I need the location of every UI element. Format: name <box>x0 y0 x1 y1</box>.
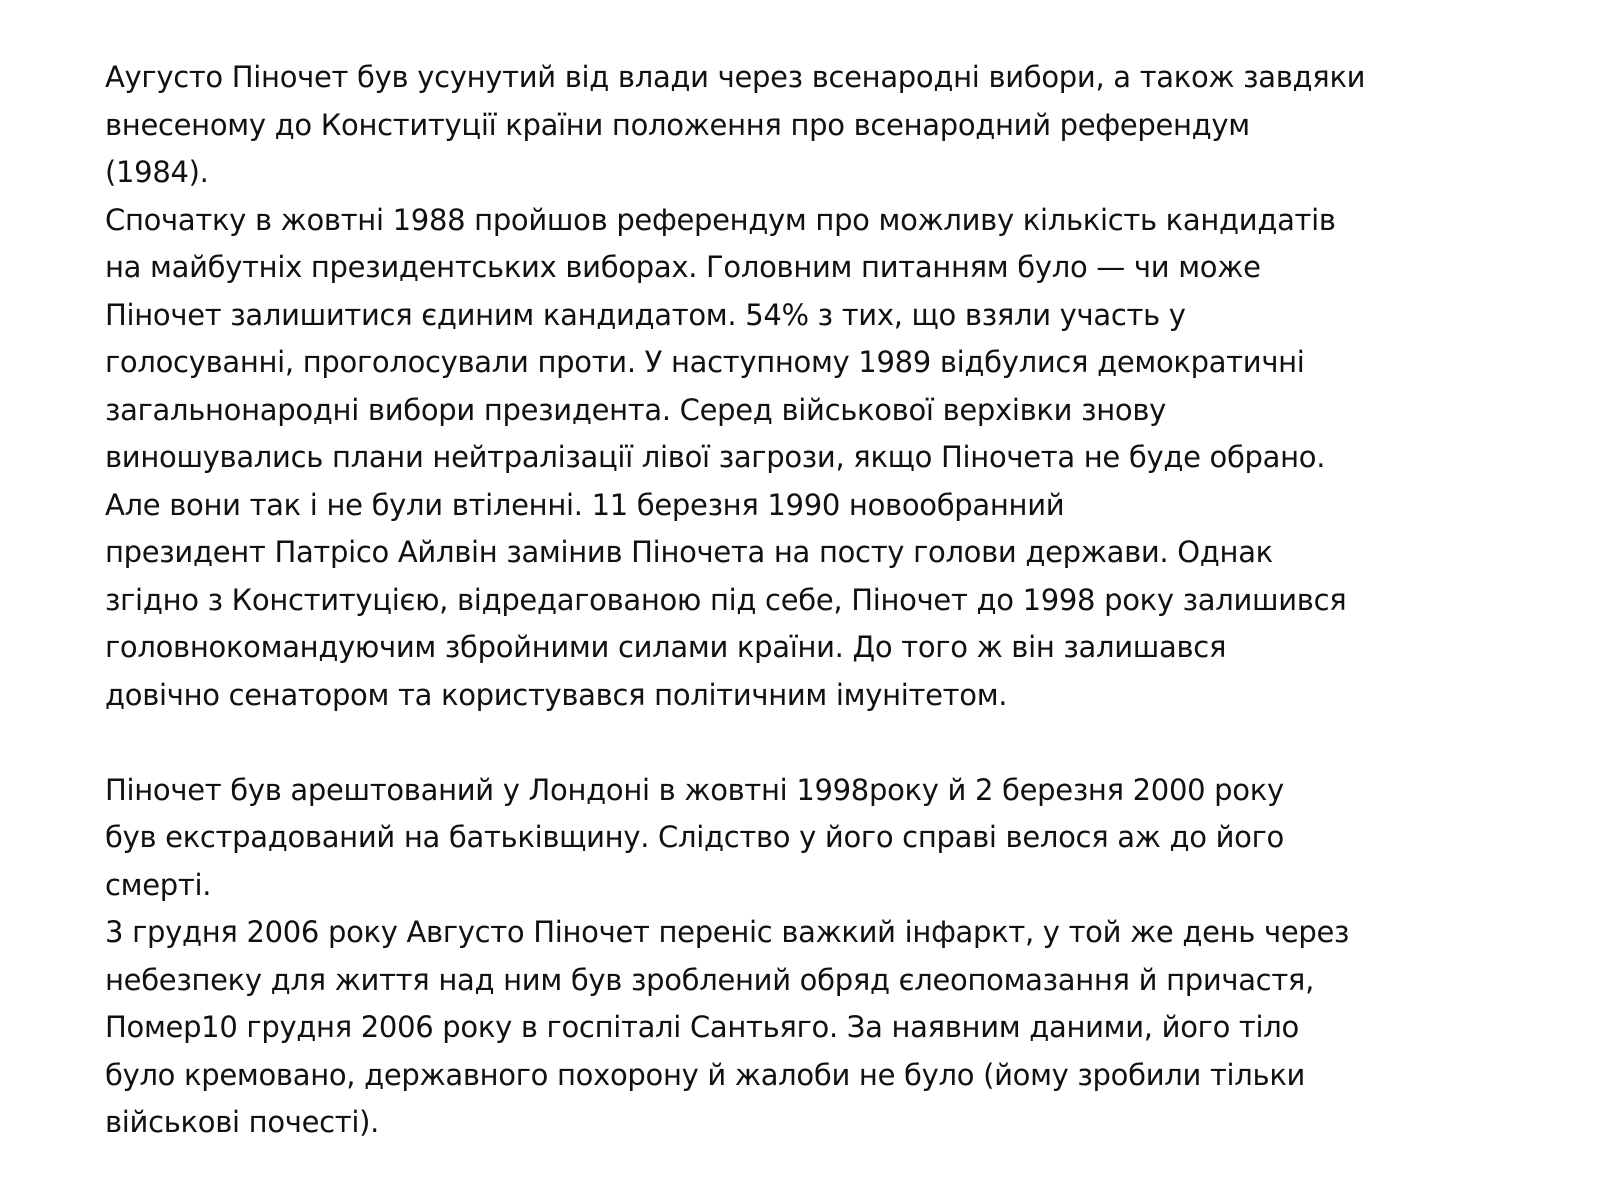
text-line: (1984). <box>105 155 209 189</box>
text-line: Піночет був арештований у Лондоні в жовтні 1998року й 2 березня 2000 року <box>105 772 1284 807</box>
text-line: Піночет залишитися єдиним кандидатом. 54% з тих, що взяли участь у <box>105 297 1186 332</box>
text-line: Помер10 грудня 2006 року в госпіталі Сантьяго. За наявним даними, його тіло <box>105 1010 1299 1044</box>
text-line: згідно з Конституцією, відредагованою під себе, Піночет до 1998 року залишився <box>105 582 1347 617</box>
text-line: виношувались плани нейтралізації лівої загрози, якщо Піночета не буде обрано. <box>105 440 1326 474</box>
text-line: довічно сенатором та користувався політичним імунітетом. <box>105 677 1008 712</box>
text-line: 3 грудня 2006 року Августо Піночет переніс важкий інфаркт, у той же день через <box>105 915 1350 949</box>
text-line: Але вони так і не були втіленні. 11 березня 1990 новообранний <box>105 487 1065 522</box>
text-line: смерті. <box>105 867 212 902</box>
body-text <box>105 54 1565 1147</box>
text-line: президент Патрісо Айлвін замінив Піночета на посту голови держави. Однак <box>105 535 1273 569</box>
text-line: небезпеку для життя над ним був зроблений обряд єлеопомазання й причастя, <box>105 962 1314 997</box>
paragraph-gap <box>105 719 1565 767</box>
text-line: головнокомандуючим збройними силами країни. До того ж він залишався <box>105 630 1227 664</box>
text-line: військові почесті). <box>105 1105 380 1139</box>
text-line: було кремовано, державного похорону й жалоби не було (йому зробили тільки <box>105 1057 1306 1092</box>
text-line: голосуванні, проголосували проти. У наступному 1989 відбулися демократичні <box>105 345 1305 379</box>
text-line: внесеному до Конституції країни положення про всенародний референдум <box>105 107 1250 142</box>
text-line: Аугусто Піночет був усунутий від влади через всенародні вибори, а також завдяки <box>105 60 1366 94</box>
text-line: був екстрадований на батьківщину. Слідство у його справі велося аж до його <box>105 820 1284 854</box>
text-line: загальнонародні вибори президента. Серед військової верхівки знову <box>105 392 1166 427</box>
text-line: на майбутніх президентських виборах. Головним питанням було — чи може <box>105 250 1261 284</box>
text-line: Спочатку в жовтні 1988 пройшов референдум про можливу кількість кандидатів <box>105 202 1336 237</box>
